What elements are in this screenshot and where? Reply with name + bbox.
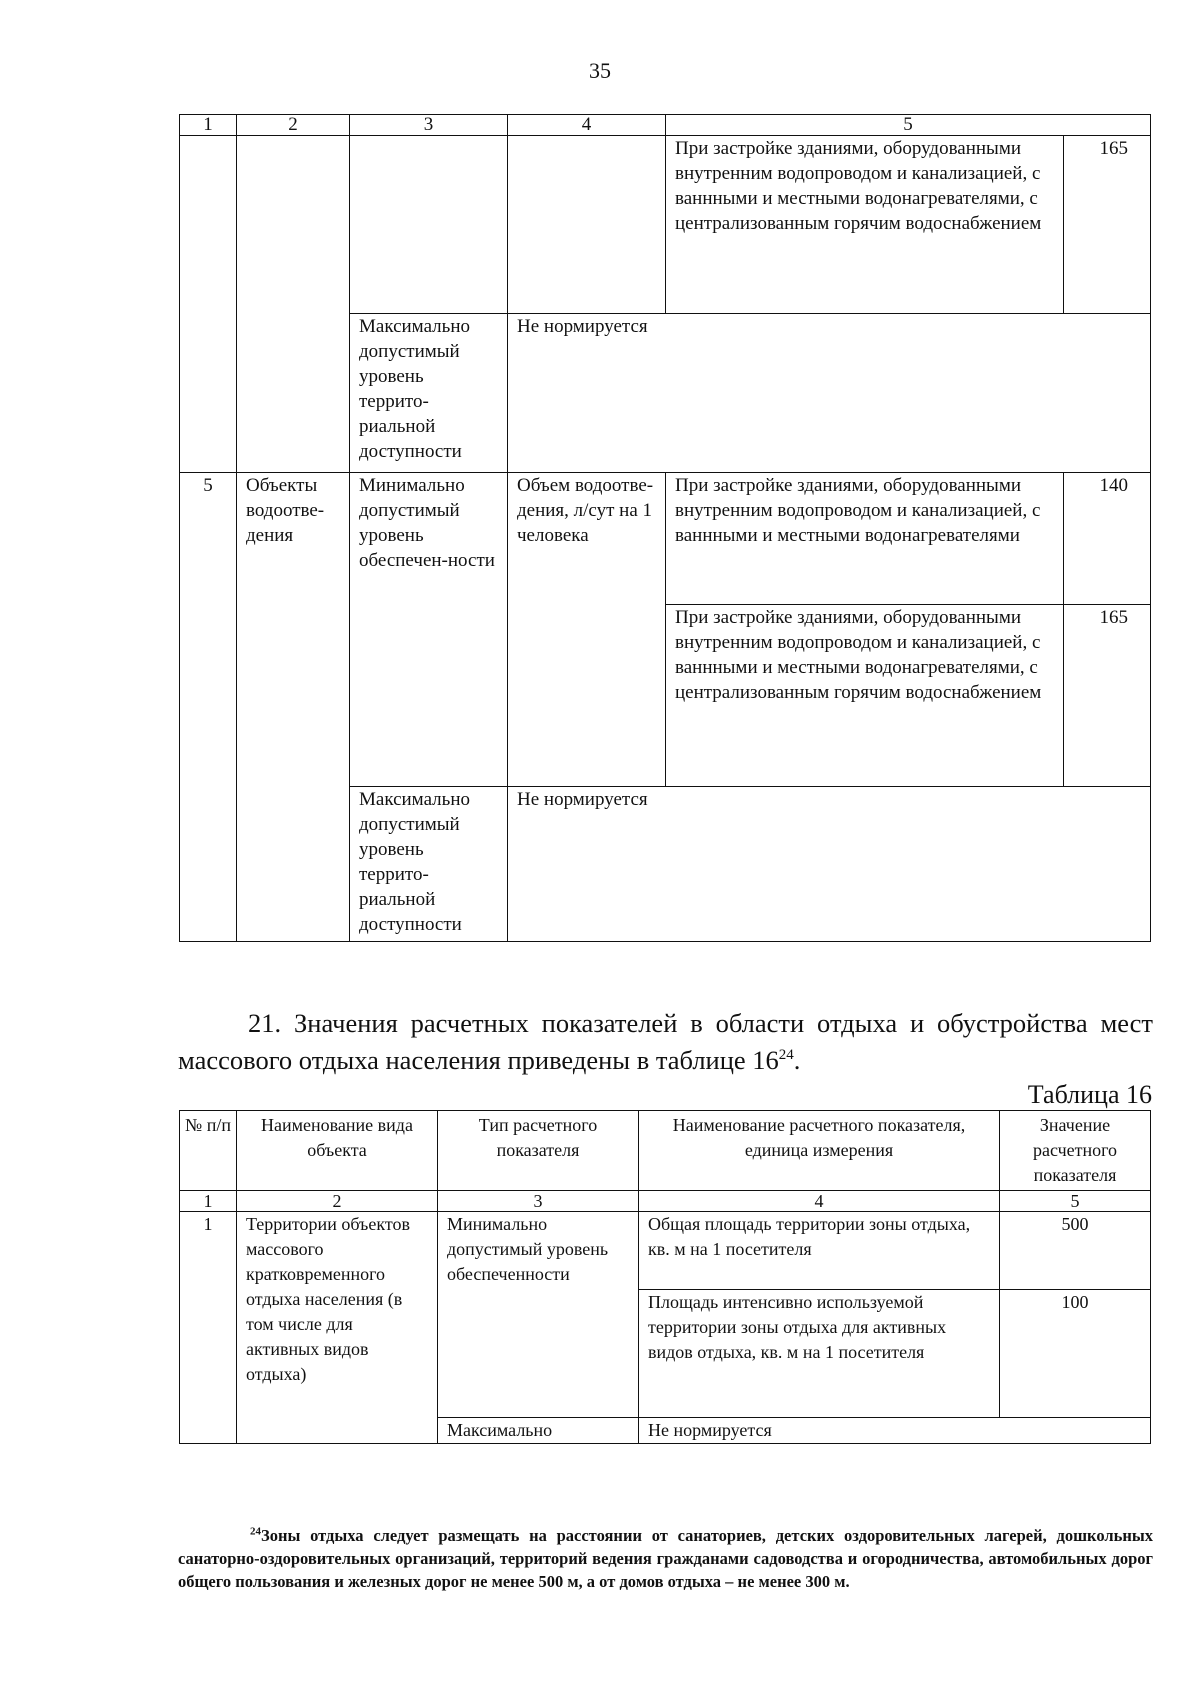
indicator-name: Площадь интенсивно используемой территории зоны отдыха для активных видов отдыха, кв. м на 1 посетителя bbox=[639, 1290, 1000, 1418]
footnote-mark: 24 bbox=[250, 1525, 261, 1537]
footnote-reference: 24 bbox=[778, 1046, 794, 1063]
indicator-type: Минимально допустимый уровень обеспеченности bbox=[438, 1212, 639, 1418]
cell-empty bbox=[508, 136, 666, 314]
table-header-row bbox=[180, 115, 1151, 136]
table-caption: Таблица 16 bbox=[1027, 1080, 1152, 1109]
cell-empty bbox=[180, 136, 237, 473]
col-number-5: 5 bbox=[1000, 1191, 1151, 1212]
col-number-3: 3 bbox=[438, 1191, 639, 1212]
col-number-4: 4 bbox=[639, 1191, 1000, 1212]
col-header-value: Значение расчетного показателя bbox=[1000, 1111, 1151, 1191]
col-header-type: Тип расчетного показателя bbox=[438, 1111, 639, 1191]
col-header-5: 5 bbox=[666, 115, 1151, 136]
col-header-1: 1 bbox=[180, 115, 237, 136]
page-number: 35 bbox=[589, 58, 611, 83]
col-number-1: 1 bbox=[180, 1191, 237, 1212]
indicator-type: Минимально допустимый уровень обеспечен-ности bbox=[350, 473, 508, 787]
table-row bbox=[180, 136, 1151, 314]
col-header-4: 4 bbox=[508, 115, 666, 136]
paragraph-text: 21. Значения расчетных показателей в области отдыха и обустройства мест массового отдыха населения приведены в таблице 16 bbox=[178, 1007, 1153, 1075]
col-number-2: 2 bbox=[237, 1191, 438, 1212]
row-number: 1 bbox=[180, 1212, 237, 1444]
indicator-value: 100 bbox=[1000, 1290, 1151, 1418]
indicator-type: Максимально допустимый уровень террито-риальной доступности bbox=[350, 314, 508, 473]
cell-empty bbox=[237, 136, 350, 473]
table-row bbox=[180, 473, 1151, 605]
indicator-value: Не нормируется bbox=[508, 787, 1151, 942]
row-number: 5 bbox=[180, 473, 237, 942]
indicator-description: При застройке зданиями, оборудованными внутренним водопроводом и канализацией, с ваннными и местными водонагревателями bbox=[666, 473, 1064, 605]
indicator-description: При застройке зданиями, оборудованными внутренним водопроводом и канализацией, с ваннными и местными водонагревателями, с централизованным горячим водоснабжением bbox=[666, 136, 1064, 314]
indicator-value: Не нормируется bbox=[639, 1418, 1151, 1444]
table-16 bbox=[179, 1110, 1151, 1444]
cell-empty bbox=[350, 136, 508, 314]
table-15-continuation bbox=[179, 114, 1151, 942]
indicator-type: Максимально bbox=[438, 1418, 639, 1444]
footnote bbox=[178, 1524, 1153, 1593]
indicator-name: Объем водоотве-дения, л/сут на 1 человека bbox=[508, 473, 666, 787]
indicator-value: 140 bbox=[1064, 473, 1151, 605]
col-header-object: Наименование вида объекта bbox=[237, 1111, 438, 1191]
indicator-value: 165 bbox=[1064, 136, 1151, 314]
indicator-value: 500 bbox=[1000, 1212, 1151, 1290]
table-row bbox=[180, 1212, 1151, 1290]
column-numbers-row bbox=[180, 1191, 1151, 1212]
indicator-value: 165 bbox=[1064, 605, 1151, 787]
object-name: Территории объектов массового кратковременного отдыха населения (в том числе для активных видов отдыха) bbox=[237, 1212, 438, 1444]
table-header-row bbox=[180, 1111, 1151, 1191]
indicator-description: При застройке зданиями, оборудованными внутренним водопроводом и канализацией, с ваннными и местными водонагревателями, с централизованным горячим водоснабжением bbox=[666, 605, 1064, 787]
col-header-3: 3 bbox=[350, 115, 508, 136]
col-header-2: 2 bbox=[237, 115, 350, 136]
col-header-number: № п/п bbox=[180, 1111, 237, 1191]
indicator-value: Не нормируется bbox=[508, 314, 1151, 473]
object-name: Объекты водоотве-дения bbox=[237, 473, 350, 942]
col-header-indicator: Наименование расчетного показателя, единица измерения bbox=[639, 1111, 1000, 1191]
footnote-text: Зоны отдыха следует размещать на расстоянии от санаториев, детских оздоровительных лагерей, дошкольных санаторно-оздоровительных организаций, территорий ведения гражданами садоводства и огородничества, автомобильных дорог общего пользования и железных дорог не менее 500 м, а от домов отдыха – не менее 300 м. bbox=[178, 1525, 1153, 1591]
paragraph-21 bbox=[178, 1005, 1153, 1079]
indicator-name: Общая площадь территории зоны отдыха, кв. м на 1 посетителя bbox=[639, 1212, 1000, 1290]
paragraph-end: . bbox=[793, 1044, 801, 1075]
indicator-type: Максимально допустимый уровень террито-риальной доступности bbox=[350, 787, 508, 942]
